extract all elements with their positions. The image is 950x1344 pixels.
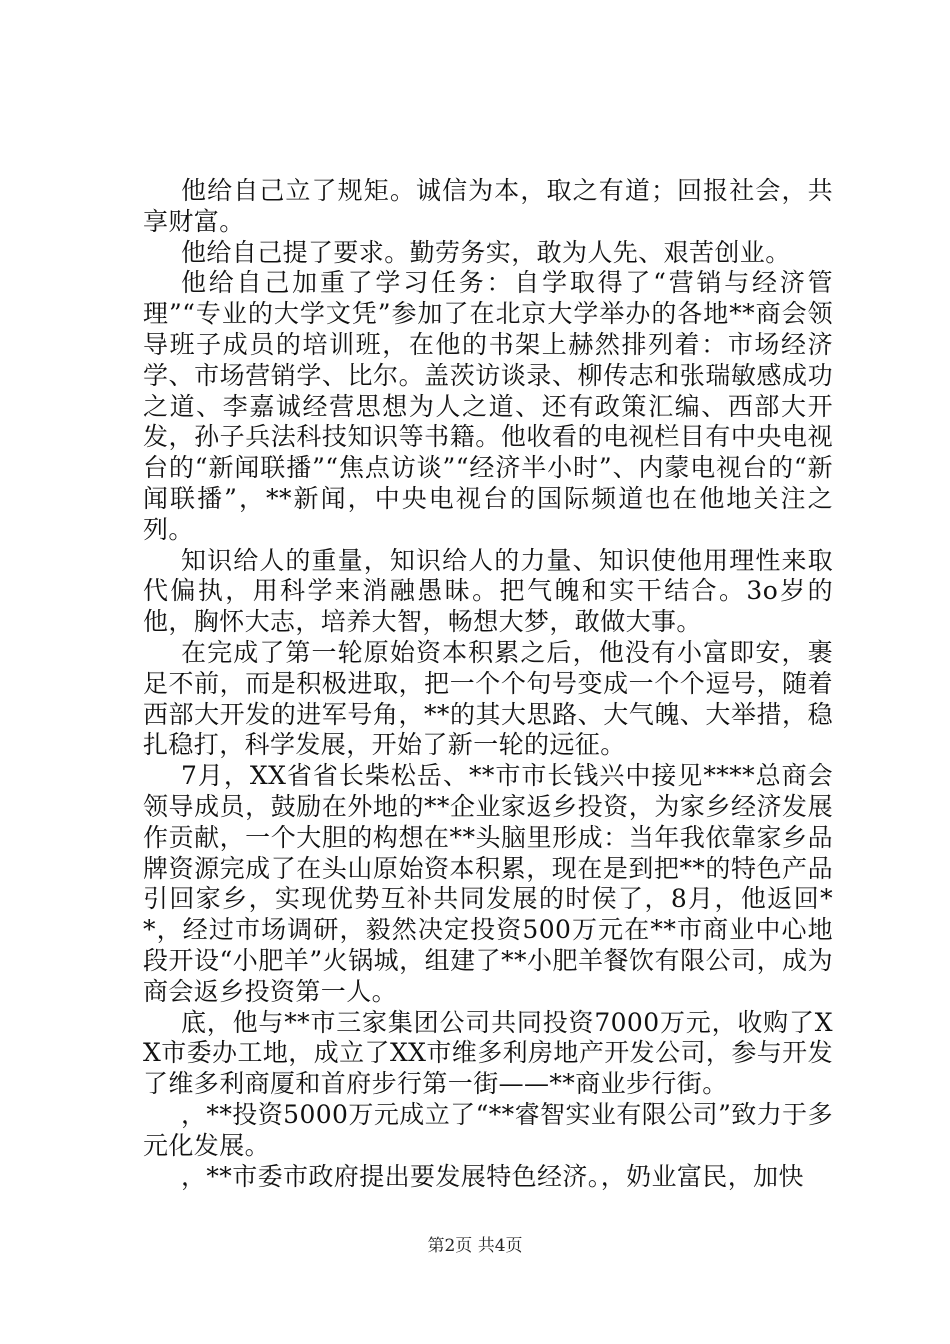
- paragraph: ，**市委市政府提出要发展特色经济。，奶业富民，加快: [181, 1161, 804, 1191]
- paragraph: 他给自己提了要求。勤劳务实，敢为人先、艰苦创业。: [181, 237, 791, 267]
- paragraph: 他给自己立了规矩。诚信为本，取之有道；回报社会，共享财富。: [143, 176, 833, 236]
- paragraph: 知识给人的重量，知识给人的力量、知识使他用理性来取代偏执，用科学来消融愚昧。把气魄和实干结合。3o岁的他，胸怀大志，培养大智，畅想大梦，敢做大事。: [143, 545, 833, 637]
- paragraph: 底，他与**市三家集团公司共同投资7000万元，收购了XX市委办工地，成立了XX市维多利房地产开发公司，参与开发了维多利商厦和首府步行第一街——**商业步行街。: [143, 1007, 833, 1099]
- document-body: [143, 176, 833, 1192]
- paragraph: ，**投资5000万元成立了“**睿智实业有限公司”致力于多元化发展。: [143, 1099, 833, 1160]
- paragraph: 7月，XX省省长柴松岳、**市市长钱兴中接见****总商会领导成员，鼓励在外地的**企业家返乡投资，为家乡经济发展作贡献，一个大胆的构想在**头脑里形成：当年我依靠家乡品牌资源完成了在头山原始资本积累，现在是到把**的特色产品引回家乡，实现优势互补共同发展的时侯了，8月，他返回**，经过市场调研，毅然决定投资500万元在**市商业中心地段开设“小肥羊”火锅城，组建了**小肥羊餐饮有限公司，成为商会返乡投资第一人。: [143, 761, 833, 1006]
- paragraph: 他给自己加重了学习任务：自学取得了“营销与经济管理”“专业的大学文凭”参加了在北京大学举办的各地**商会领导班子成员的培训班，在他的书架上赫然排列着：市场经济学、市场营销学、比尔。盖茨访谈录、柳传志和张瑞敏感成功之道、李嘉诚经营思想为人之道、还有政策汇编、西部大开发，孙子兵法科技知识等书籍。他收看的电视栏目有中央电视台的“新闻联播”“焦点访谈”“经济半小时”、内蒙电视台的“新闻联播”，**新闻，中央电视台的国际频道也在他地关注之列。: [143, 268, 833, 544]
- paragraph: 在完成了第一轮原始资本积累之后，他没有小富即安，裹足不前，而是积极进取，把一个个句号变成一个个逗号，随着西部大开发的进军号角，**的其大思路、大气魄、大举措，稳扎稳打，科学发展，开始了新一轮的远征。: [143, 637, 833, 760]
- page-number-footer: 第2页 共4页: [427, 1236, 523, 1256]
